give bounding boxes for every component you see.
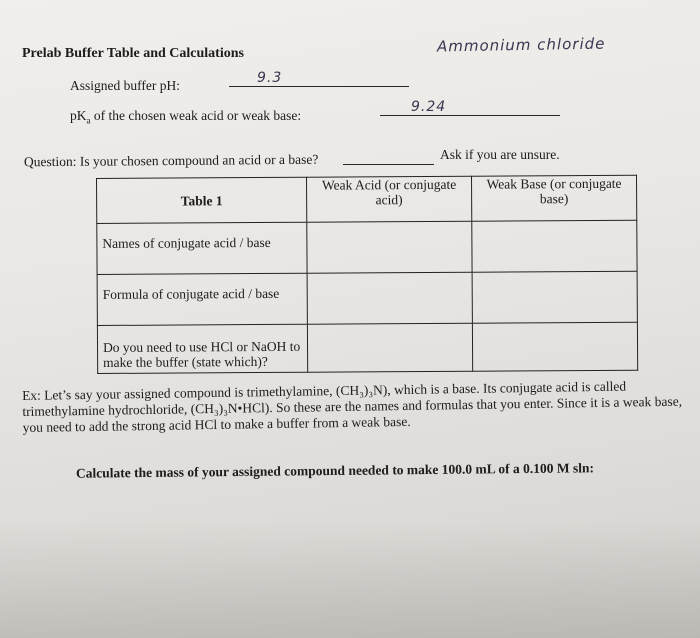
pka-label: $pK_a$ of the chosen weak acid or weak base:: [70, 108, 302, 126]
cell-hcl-base[interactable]: [472, 322, 637, 371]
row-label-formula: Formula of conjugate acid / base: [97, 273, 307, 325]
pka-answer-line[interactable]: [380, 115, 560, 116]
page-shadow: [0, 520, 700, 638]
cell-formula-acid[interactable]: [307, 272, 472, 324]
ph-value: 9.3: [257, 70, 283, 86]
ph-answer-line[interactable]: [229, 86, 409, 87]
pka-value: 9.24: [411, 99, 447, 115]
table-title: Table 1: [180, 192, 223, 208]
question-answer-line[interactable]: [343, 164, 434, 165]
cell-names-acid[interactable]: [307, 221, 472, 273]
question-hint: Ask if you are unsure.: [440, 147, 560, 162]
col-header-weak-base: Weak Base (or conjugate base): [471, 175, 636, 221]
cell-formula-base[interactable]: [472, 271, 637, 323]
question-text: Question: Is your chosen compound an acid or a base?: [23, 151, 319, 170]
ph-label: Assigned buffer pH:: [70, 78, 180, 93]
table-title-cell: [97, 177, 307, 223]
row-label-hcl-naoh: Do you need to use HCl or NaOH to make the buffer (state which)?: [97, 324, 307, 373]
calculate-instruction: Calculate the mass of your assigned compound needed to make 100.0 mL of a 0.100 M sln:: [75, 460, 595, 481]
handwritten-compound: Ammonium chloride: [436, 34, 606, 56]
row-label-names: Names of conjugate acid / base: [97, 222, 307, 274]
buffer-table: [96, 175, 638, 374]
example-paragraph: Ex: Let’s say your assigned compound is trimethylamine, (CH₃)₃N), which is a base. Its conjugate acid is called trimethylamine hydrochloride, (CH₃)₃N•HCl). So these are the names and formulas that you enter. Since it is a weak base, you need to add the strong acid HCl to make a buffer from a weak base.: [22, 378, 683, 435]
cell-hcl-acid[interactable]: [307, 323, 472, 372]
page-title: Prelab Buffer Table and Calculations: [22, 46, 244, 61]
cell-names-base[interactable]: [472, 220, 637, 272]
col-header-weak-acid: Weak Acid (or conjugate acid): [306, 176, 471, 222]
